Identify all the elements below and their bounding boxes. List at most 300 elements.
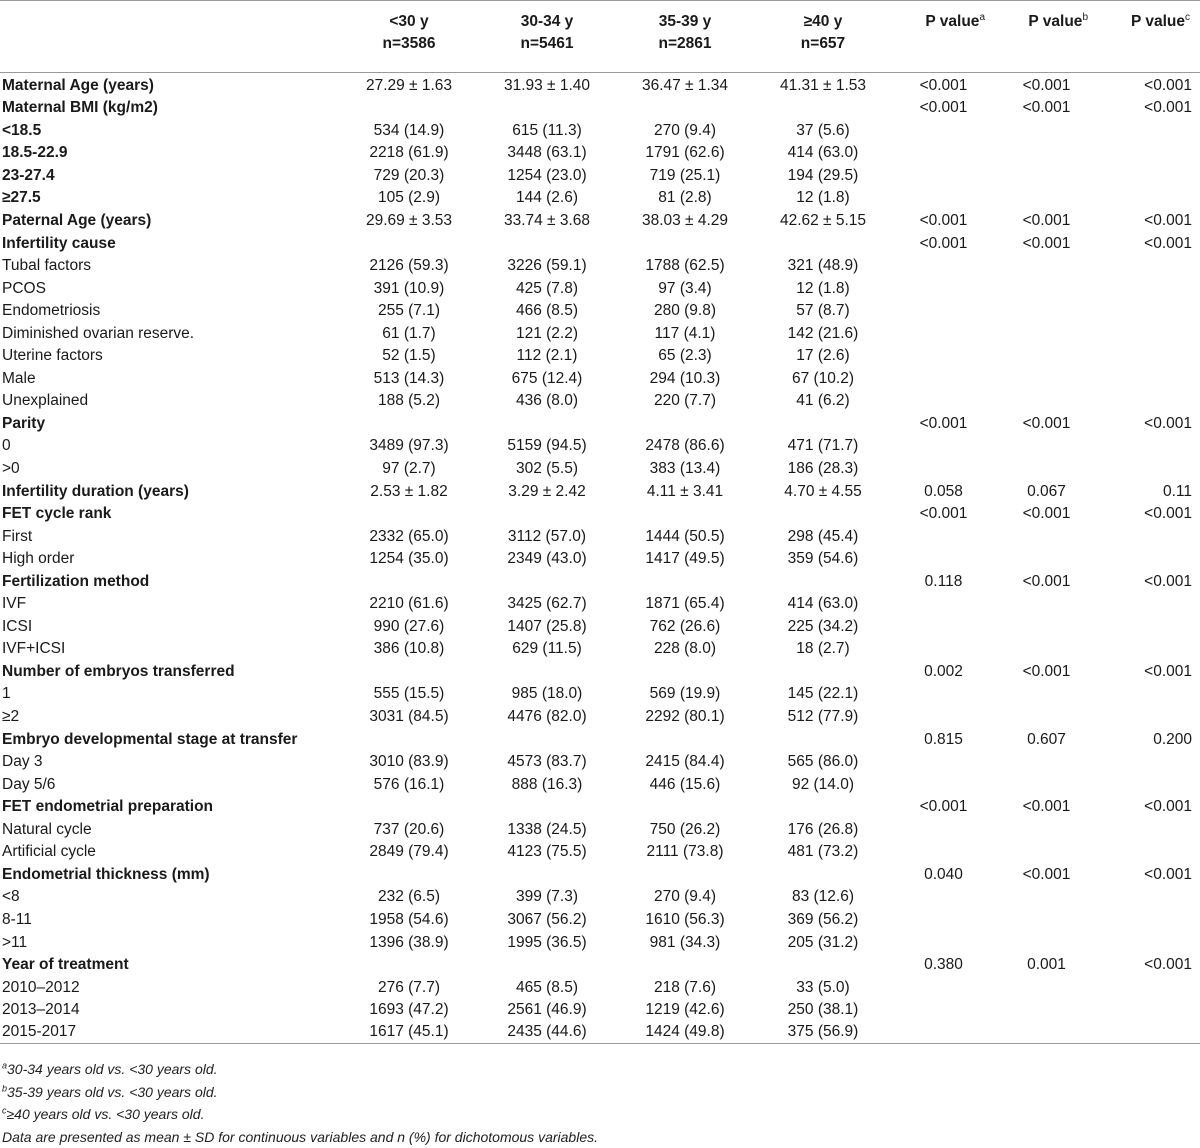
pvalue-cell-c <box>1098 683 1200 706</box>
value-cell-group-2: 2349 (43.0) <box>478 548 616 571</box>
value-cell-group-4: 565 (86.0) <box>754 751 892 774</box>
row-label: Maternal Age (years) <box>0 73 340 98</box>
value-cell-group-4: 17 (2.6) <box>754 345 892 368</box>
pvalue-cell-b <box>995 841 1098 864</box>
table-row <box>0 345 1200 368</box>
row-label: 23-27.4 <box>0 165 340 188</box>
value-cell-group-2: 3.29 ± 2.42 <box>478 480 616 503</box>
value-cell-group-2: 121 (2.2) <box>478 322 616 345</box>
pvalue-cell-b: 0.001 <box>995 954 1098 977</box>
pvalue-cell-c <box>1098 277 1200 300</box>
pvalue-cell-b <box>995 120 1098 143</box>
value-cell-group-3 <box>616 864 754 887</box>
value-cell-group-4: 369 (56.2) <box>754 909 892 932</box>
header-pvalue-a: P value$^a$ <box>892 1 995 73</box>
row-label: Parity <box>0 413 340 436</box>
pvalue-cell-a <box>892 368 995 391</box>
value-cell-group-2: 33.74 ± 3.68 <box>478 210 616 233</box>
pvalue-cell-b <box>995 638 1098 661</box>
value-cell-group-3 <box>616 954 754 977</box>
value-cell-group-4: 359 (54.6) <box>754 548 892 571</box>
value-cell-group-4: 37 (5.6) <box>754 120 892 143</box>
table-row <box>0 503 1200 526</box>
value-cell-group-2 <box>478 503 616 526</box>
table-row <box>0 728 1200 751</box>
value-cell-group-3: 1791 (62.6) <box>616 142 754 165</box>
header-pvalue-c: P value$^c$ <box>1098 1 1200 73</box>
table-row <box>0 638 1200 661</box>
value-cell-group-2: 888 (16.3) <box>478 773 616 796</box>
value-cell-group-3: 65 (2.3) <box>616 345 754 368</box>
pvalue-cell-a <box>892 458 995 481</box>
value-cell-group-4: 67 (10.2) <box>754 368 892 391</box>
table-row <box>0 525 1200 548</box>
pvalue-cell-a <box>892 322 995 345</box>
pvalue-cell-a <box>892 390 995 413</box>
value-cell-group-4: 33 (5.0) <box>754 976 892 999</box>
value-cell-group-3: 2478 (86.6) <box>616 435 754 458</box>
pvalue-cell-b: <0.001 <box>995 73 1098 98</box>
table-row <box>0 300 1200 323</box>
row-label: Day 3 <box>0 751 340 774</box>
pvalue-cell-c <box>1098 1021 1200 1044</box>
value-cell-group-3: 97 (3.4) <box>616 277 754 300</box>
pvalue-cell-a <box>892 976 995 999</box>
header-group-2: 30-34 y n=5461 <box>478 1 616 73</box>
pvalue-cell-a <box>892 773 995 796</box>
pvalue-cell-c <box>1098 773 1200 796</box>
value-cell-group-1 <box>340 570 478 593</box>
value-cell-group-4: 481 (73.2) <box>754 841 892 864</box>
value-cell-group-1: 188 (5.2) <box>340 390 478 413</box>
value-cell-group-3: 280 (9.8) <box>616 300 754 323</box>
pvalue-cell-a <box>892 593 995 616</box>
pvalue-cell-a <box>892 300 995 323</box>
value-cell-group-2 <box>478 796 616 819</box>
row-label: Diminished ovarian reserve. <box>0 322 340 345</box>
row-label: Fertilization method <box>0 570 340 593</box>
pvalue-cell-c <box>1098 999 1200 1022</box>
value-cell-group-2: 399 (7.3) <box>478 886 616 909</box>
row-label: <8 <box>0 886 340 909</box>
value-cell-group-4: 194 (29.5) <box>754 165 892 188</box>
value-cell-group-1: 1254 (35.0) <box>340 548 478 571</box>
value-cell-group-3: 81 (2.8) <box>616 187 754 210</box>
pvalue-cell-a: 0.118 <box>892 570 995 593</box>
value-cell-group-4: 41.31 ± 1.53 <box>754 73 892 98</box>
value-cell-group-2: 1995 (36.5) <box>478 931 616 954</box>
row-label: ICSI <box>0 616 340 639</box>
pvalue-cell-c <box>1098 638 1200 661</box>
value-cell-group-1: 232 (6.5) <box>340 886 478 909</box>
value-cell-group-4: 321 (48.9) <box>754 255 892 278</box>
value-cell-group-3: 270 (9.4) <box>616 120 754 143</box>
value-cell-group-4: 4.70 ± 4.55 <box>754 480 892 503</box>
row-label: 8-11 <box>0 909 340 932</box>
pvalue-cell-b <box>995 706 1098 729</box>
pvalue-cell-b <box>995 300 1098 323</box>
value-cell-group-4: 176 (26.8) <box>754 819 892 842</box>
row-label: >0 <box>0 458 340 481</box>
row-label: 2015-2017 <box>0 1021 340 1044</box>
value-cell-group-3 <box>616 97 754 120</box>
pvalue-cell-a <box>892 886 995 909</box>
pvalue-cell-c <box>1098 435 1200 458</box>
value-cell-group-1 <box>340 864 478 887</box>
table-row <box>0 976 1200 999</box>
pvalue-cell-c: <0.001 <box>1098 232 1200 255</box>
pvalue-cell-c <box>1098 142 1200 165</box>
value-cell-group-2: 2435 (44.6) <box>478 1021 616 1044</box>
table-row <box>0 796 1200 819</box>
value-cell-group-4 <box>754 864 892 887</box>
table-row <box>0 999 1200 1022</box>
table-row <box>0 593 1200 616</box>
value-cell-group-1: 2210 (61.6) <box>340 593 478 616</box>
pvalue-cell-c: <0.001 <box>1098 73 1200 98</box>
value-cell-group-1: 2849 (79.4) <box>340 841 478 864</box>
pvalue-cell-a: <0.001 <box>892 503 995 526</box>
pvalue-cell-c: 0.200 <box>1098 728 1200 751</box>
pvalue-cell-a <box>892 683 995 706</box>
value-cell-group-2: 466 (8.5) <box>478 300 616 323</box>
value-cell-group-1 <box>340 661 478 684</box>
value-cell-group-3 <box>616 232 754 255</box>
value-cell-group-3: 1417 (49.5) <box>616 548 754 571</box>
table-row <box>0 480 1200 503</box>
row-label: 18.5-22.9 <box>0 142 340 165</box>
value-cell-group-1: 990 (27.6) <box>340 616 478 639</box>
pvalue-cell-c <box>1098 458 1200 481</box>
table-row <box>0 773 1200 796</box>
value-cell-group-3: 1424 (49.8) <box>616 1021 754 1044</box>
row-label: Male <box>0 368 340 391</box>
value-cell-group-2: 436 (8.0) <box>478 390 616 413</box>
pvalue-cell-c <box>1098 706 1200 729</box>
pvalue-cell-c <box>1098 931 1200 954</box>
value-cell-group-4 <box>754 954 892 977</box>
value-cell-group-2: 4573 (83.7) <box>478 751 616 774</box>
value-cell-group-3: 38.03 ± 4.29 <box>616 210 754 233</box>
pvalue-cell-c <box>1098 165 1200 188</box>
table-row <box>0 616 1200 639</box>
value-cell-group-1: 386 (10.8) <box>340 638 478 661</box>
value-cell-group-1 <box>340 232 478 255</box>
row-label: <18.5 <box>0 120 340 143</box>
pvalue-cell-a: <0.001 <box>892 97 995 120</box>
value-cell-group-4 <box>754 570 892 593</box>
pvalue-cell-b <box>995 999 1098 1022</box>
pvalue-cell-b <box>995 593 1098 616</box>
pvalue-cell-c <box>1098 345 1200 368</box>
value-cell-group-4: 83 (12.6) <box>754 886 892 909</box>
pvalue-cell-c: <0.001 <box>1098 864 1200 887</box>
value-cell-group-3: 228 (8.0) <box>616 638 754 661</box>
value-cell-group-4: 57 (8.7) <box>754 300 892 323</box>
header-group-1: <30 y n=3586 <box>340 1 478 73</box>
pvalue-cell-b: <0.001 <box>995 864 1098 887</box>
value-cell-group-3: 569 (19.9) <box>616 683 754 706</box>
value-cell-group-3: 2111 (73.8) <box>616 841 754 864</box>
value-cell-group-1: 52 (1.5) <box>340 345 478 368</box>
value-cell-group-2: 3226 (59.1) <box>478 255 616 278</box>
value-cell-group-2 <box>478 864 616 887</box>
pvalue-cell-c <box>1098 976 1200 999</box>
table-row <box>0 458 1200 481</box>
pvalue-cell-a <box>892 706 995 729</box>
value-cell-group-1: 737 (20.6) <box>340 819 478 842</box>
value-cell-group-2: 112 (2.1) <box>478 345 616 368</box>
pvalue-cell-c <box>1098 525 1200 548</box>
value-cell-group-3: 1219 (42.6) <box>616 999 754 1022</box>
value-cell-group-2: 3448 (63.1) <box>478 142 616 165</box>
pvalue-cell-b: 0.067 <box>995 480 1098 503</box>
row-label: Tubal factors <box>0 255 340 278</box>
value-cell-group-2: 1254 (23.0) <box>478 165 616 188</box>
pvalue-cell-b: <0.001 <box>995 97 1098 120</box>
value-cell-group-1: 2218 (61.9) <box>340 142 478 165</box>
pvalue-cell-c: <0.001 <box>1098 503 1200 526</box>
pvalue-cell-a: <0.001 <box>892 796 995 819</box>
value-cell-group-2: 425 (7.8) <box>478 277 616 300</box>
value-cell-group-4: 186 (28.3) <box>754 458 892 481</box>
pvalue-cell-b: <0.001 <box>995 661 1098 684</box>
value-cell-group-2 <box>478 954 616 977</box>
pvalue-cell-a <box>892 931 995 954</box>
row-label: ≥2 <box>0 706 340 729</box>
table-row <box>0 931 1200 954</box>
value-cell-group-4: 414 (63.0) <box>754 142 892 165</box>
pvalue-cell-a: <0.001 <box>892 232 995 255</box>
pvalue-cell-a <box>892 120 995 143</box>
pvalue-cell-b: <0.001 <box>995 413 1098 436</box>
table-row <box>0 819 1200 842</box>
table-row <box>0 277 1200 300</box>
pvalue-cell-b <box>995 255 1098 278</box>
table-row <box>0 390 1200 413</box>
value-cell-group-4: 375 (56.9) <box>754 1021 892 1044</box>
table-header-row <box>0 1 1200 73</box>
row-label: Endometriosis <box>0 300 340 323</box>
table-row <box>0 841 1200 864</box>
value-cell-group-2 <box>478 728 616 751</box>
value-cell-group-4 <box>754 728 892 751</box>
value-cell-group-1 <box>340 954 478 977</box>
pvalue-cell-c: <0.001 <box>1098 210 1200 233</box>
pvalue-cell-b <box>995 390 1098 413</box>
pvalue-cell-a: 0.380 <box>892 954 995 977</box>
value-cell-group-1: 276 (7.7) <box>340 976 478 999</box>
table-row <box>0 548 1200 571</box>
pvalue-cell-b <box>995 345 1098 368</box>
pvalue-cell-c <box>1098 322 1200 345</box>
header-group-3: 35-39 y n=2861 <box>616 1 754 73</box>
pvalue-cell-a <box>892 819 995 842</box>
row-label: IVF <box>0 593 340 616</box>
value-cell-group-1: 105 (2.9) <box>340 187 478 210</box>
value-cell-group-3: 1788 (62.5) <box>616 255 754 278</box>
table-row <box>0 97 1200 120</box>
pvalue-cell-a <box>892 548 995 571</box>
pvalue-cell-a: 0.058 <box>892 480 995 503</box>
value-cell-group-3 <box>616 503 754 526</box>
row-label: IVF+ICSI <box>0 638 340 661</box>
footnote-data-note: Data are presented as mean ± SD for continuous variables and n (%) for dichotomous variables. <box>2 1126 598 1148</box>
pvalue-cell-a <box>892 277 995 300</box>
row-label: FET endometrial preparation <box>0 796 340 819</box>
pvalue-cell-a <box>892 999 995 1022</box>
pvalue-cell-c <box>1098 886 1200 909</box>
table-row <box>0 255 1200 278</box>
pvalue-cell-a <box>892 165 995 188</box>
pvalue-cell-a <box>892 1021 995 1044</box>
table-row <box>0 909 1200 932</box>
value-cell-group-1: 61 (1.7) <box>340 322 478 345</box>
row-label: Number of embryos transferred <box>0 661 340 684</box>
pvalue-cell-a <box>892 255 995 278</box>
table-row <box>0 232 1200 255</box>
pvalue-cell-a: 0.040 <box>892 864 995 887</box>
value-cell-group-3: 446 (15.6) <box>616 773 754 796</box>
value-cell-group-2 <box>478 570 616 593</box>
value-cell-group-1: 2126 (59.3) <box>340 255 478 278</box>
row-label: Artificial cycle <box>0 841 340 864</box>
value-cell-group-4 <box>754 97 892 120</box>
value-cell-group-2: 3067 (56.2) <box>478 909 616 932</box>
pvalue-cell-c: <0.001 <box>1098 413 1200 436</box>
value-cell-group-1: 3489 (97.3) <box>340 435 478 458</box>
value-cell-group-3: 117 (4.1) <box>616 322 754 345</box>
pvalue-cell-b <box>995 142 1098 165</box>
value-cell-group-2: 31.93 ± 1.40 <box>478 73 616 98</box>
value-cell-group-3: 383 (13.4) <box>616 458 754 481</box>
table-body <box>0 73 1200 1044</box>
pvalue-cell-a <box>892 525 995 548</box>
pvalue-cell-c <box>1098 255 1200 278</box>
value-cell-group-1 <box>340 728 478 751</box>
table-row <box>0 165 1200 188</box>
row-label: Uterine factors <box>0 345 340 368</box>
value-cell-group-3: 1871 (65.4) <box>616 593 754 616</box>
pvalue-cell-b <box>995 976 1098 999</box>
row-label: First <box>0 525 340 548</box>
value-cell-group-1: 729 (20.3) <box>340 165 478 188</box>
pvalue-cell-c: <0.001 <box>1098 97 1200 120</box>
pvalue-cell-b <box>995 751 1098 774</box>
value-cell-group-3 <box>616 661 754 684</box>
row-label: Year of treatment <box>0 954 340 977</box>
pvalue-cell-b: <0.001 <box>995 503 1098 526</box>
pvalue-cell-b <box>995 683 1098 706</box>
pvalue-cell-c <box>1098 909 1200 932</box>
pvalue-cell-b <box>995 435 1098 458</box>
value-cell-group-1: 27.29 ± 1.63 <box>340 73 478 98</box>
pvalue-cell-b: <0.001 <box>995 232 1098 255</box>
value-cell-group-1 <box>340 97 478 120</box>
pvalue-cell-a: 0.002 <box>892 661 995 684</box>
value-cell-group-3: 2292 (80.1) <box>616 706 754 729</box>
table-row <box>0 706 1200 729</box>
row-label: Endometrial thickness (mm) <box>0 864 340 887</box>
header-group-4: ≥40 y n=657 <box>754 1 892 73</box>
row-label: 2010–2012 <box>0 976 340 999</box>
pvalue-cell-a: <0.001 <box>892 73 995 98</box>
pvalue-cell-a: <0.001 <box>892 413 995 436</box>
pvalue-cell-c <box>1098 616 1200 639</box>
value-cell-group-1: 534 (14.9) <box>340 120 478 143</box>
value-cell-group-4 <box>754 413 892 436</box>
row-label: Embryo developmental stage at transfer <box>0 728 340 751</box>
pvalue-cell-b <box>995 525 1098 548</box>
row-label: Day 5/6 <box>0 773 340 796</box>
value-cell-group-3 <box>616 570 754 593</box>
row-label: 1 <box>0 683 340 706</box>
pvalue-cell-a <box>892 435 995 458</box>
value-cell-group-2: 465 (8.5) <box>478 976 616 999</box>
value-cell-group-4: 225 (34.2) <box>754 616 892 639</box>
value-cell-group-3: 294 (10.3) <box>616 368 754 391</box>
value-cell-group-1: 29.69 ± 3.53 <box>340 210 478 233</box>
pvalue-cell-c: <0.001 <box>1098 570 1200 593</box>
pvalue-cell-c <box>1098 751 1200 774</box>
pvalue-cell-c <box>1098 300 1200 323</box>
value-cell-group-3: 2415 (84.4) <box>616 751 754 774</box>
pvalue-cell-b <box>995 458 1098 481</box>
pvalue-cell-b <box>995 548 1098 571</box>
value-cell-group-4 <box>754 796 892 819</box>
value-cell-group-4: 145 (22.1) <box>754 683 892 706</box>
value-cell-group-1 <box>340 503 478 526</box>
value-cell-group-1: 1693 (47.2) <box>340 999 478 1022</box>
row-label: Unexplained <box>0 390 340 413</box>
pvalue-cell-c <box>1098 187 1200 210</box>
value-cell-group-2: 3112 (57.0) <box>478 525 616 548</box>
row-label: Paternal Age (years) <box>0 210 340 233</box>
value-cell-group-3: 719 (25.1) <box>616 165 754 188</box>
pvalue-cell-c: <0.001 <box>1098 954 1200 977</box>
value-cell-group-2: 4123 (75.5) <box>478 841 616 864</box>
footnote-a: $^a$30-34 years old vs. <30 years old. <box>2 1058 598 1081</box>
value-cell-group-4 <box>754 661 892 684</box>
value-cell-group-4: 414 (63.0) <box>754 593 892 616</box>
pvalue-cell-b <box>995 277 1098 300</box>
pvalue-cell-b <box>995 165 1098 188</box>
value-cell-group-4 <box>754 503 892 526</box>
value-cell-group-2: 5159 (94.5) <box>478 435 616 458</box>
table-row <box>0 570 1200 593</box>
table-row <box>0 142 1200 165</box>
row-label: PCOS <box>0 277 340 300</box>
value-cell-group-3 <box>616 728 754 751</box>
value-cell-group-1: 3010 (83.9) <box>340 751 478 774</box>
value-cell-group-1: 1396 (38.9) <box>340 931 478 954</box>
table-row <box>0 120 1200 143</box>
value-cell-group-2: 675 (12.4) <box>478 368 616 391</box>
value-cell-group-4: 12 (1.8) <box>754 277 892 300</box>
row-label: Natural cycle <box>0 819 340 842</box>
value-cell-group-1: 255 (7.1) <box>340 300 478 323</box>
row-label: >11 <box>0 931 340 954</box>
pvalue-cell-b: <0.001 <box>995 570 1098 593</box>
value-cell-group-1: 97 (2.7) <box>340 458 478 481</box>
pvalue-cell-b <box>995 187 1098 210</box>
value-cell-group-4 <box>754 232 892 255</box>
pvalue-cell-c <box>1098 841 1200 864</box>
pvalue-cell-c <box>1098 390 1200 413</box>
pvalue-cell-c <box>1098 819 1200 842</box>
value-cell-group-1: 391 (10.9) <box>340 277 478 300</box>
row-label: High order <box>0 548 340 571</box>
